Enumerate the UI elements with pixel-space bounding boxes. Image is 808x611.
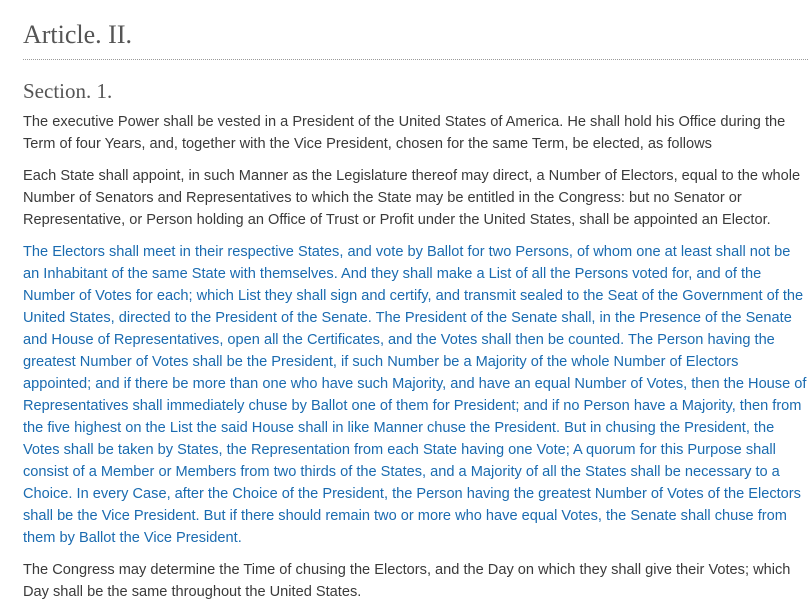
title-divider	[23, 59, 808, 60]
paragraph-electors-ballot-highlighted[interactable]: The Electors shall meet in their respective States, and vote by Ballot for two Persons, of whom one at least shall not be an Inhabitant of the same State with themselves. And they shall make a List of all the Persons voted for, and of the Number of Votes for each; which List they shall sign and certify, and transmit sealed to the Seat of the Government of the United States, directed to the President of the Senate. The President of the Senate shall, in the Presence of the Senate and House of Representatives, open all the Certificates, and the Votes shall then be counted. The Person having the greatest Number of Votes shall be the President, if such Number be a Majority of the whole Number of Electors appointed; and if there be more than one who have such Majority, and have an equal Number of Votes, then the House of Representatives shall immediately chuse by Ballot one of them for President; and if no Person have a Majority, then from the five highest on the List the said House shall in like Manner chuse the President. But in chusing the President, the Votes shall be taken by States, the Representation from each State having one Vote; A quorum for this Purpose shall consist of a Member or Members from two thirds of the States, and a Majority of all the States shall be necessary to a Choice. In every Case, after the Choice of the President, the Person having the greatest Number of Votes of the Electors shall be the Vice President. But if there should remain two or more who have equal Votes, the Senate shall chuse from them by Ballot the Vice President.	[23, 244, 807, 546]
paragraph-electors-appointment: Each State shall appoint, in such Manner as the Legislature thereof may direct, a Number of Electors, equal to the whole Number of Senators and Representatives to which the State may be entitled in the Congress: but no Senator or Representative, or Person holding an Office of Trust or Profit under the United States, shall be appointed an Elector.	[23, 168, 801, 228]
paragraph-executive-power: The executive Power shall be vested in a President of the United States of America. He shall hold his Office during the Term of four Years, and, together with the Vice President, chosen for the same Term, be elected, as follows	[23, 114, 786, 152]
section-title: Section. 1.	[23, 79, 113, 103]
paragraph-time-of-chusing: The Congress may determine the Time of chusing the Electors, and the Day on which they shall give their Votes; which Day shall be the same throughout the United States.	[23, 562, 791, 600]
article-title: Article. II.	[23, 20, 133, 49]
